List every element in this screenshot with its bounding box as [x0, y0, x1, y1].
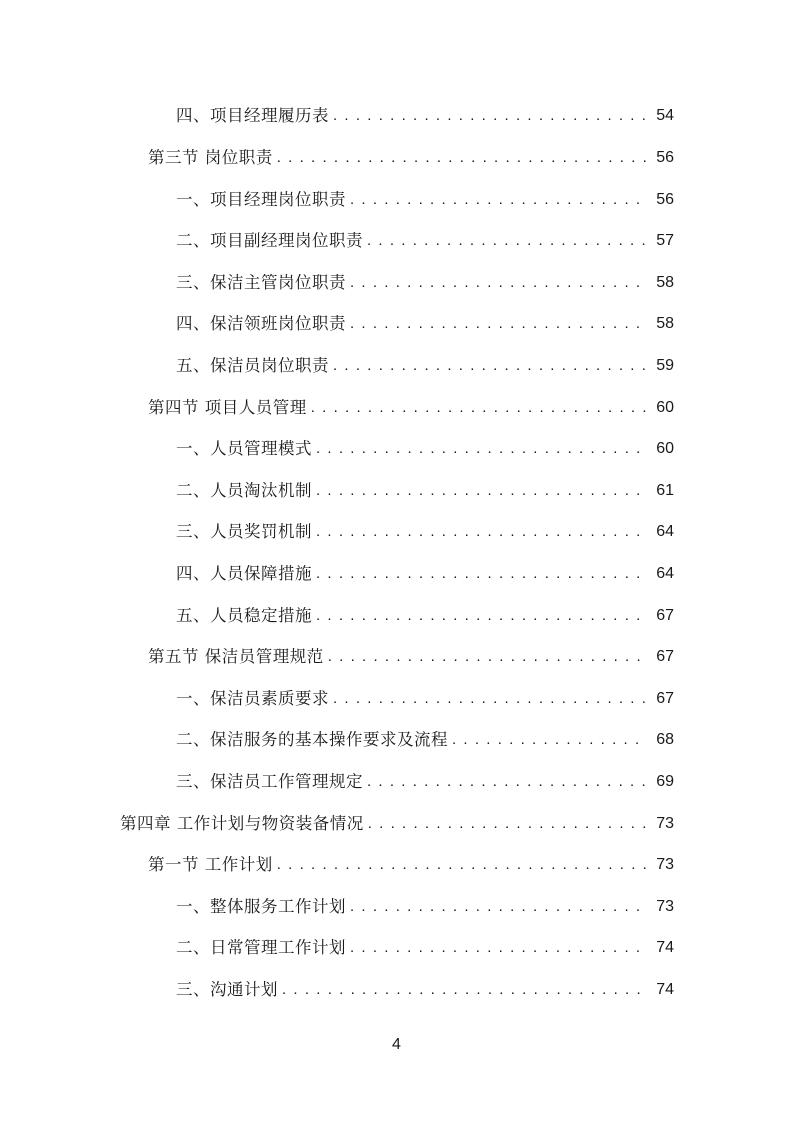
toc-entry-page: 54 — [656, 107, 674, 124]
toc-entry[interactable] — [176, 104, 674, 128]
toc-entry-title: 第四节 项目人员管理 — [148, 398, 307, 417]
toc-entry-page: 67 — [656, 690, 674, 707]
toc-entry[interactable] — [120, 812, 674, 836]
toc-dot-leader — [277, 146, 646, 170]
toc-entry-page: 73 — [656, 898, 674, 915]
toc-entry-page: 74 — [656, 981, 674, 998]
toc-entry-page: 73 — [656, 856, 674, 873]
toc-entry-page: 58 — [656, 274, 674, 291]
toc-dot-leader — [350, 271, 646, 295]
toc-entry-title: 二、项目副经理岗位职责 — [176, 231, 363, 250]
toc-dot-leader — [350, 188, 646, 212]
toc-dot-leader — [333, 354, 646, 378]
toc-dot-leader — [316, 437, 646, 461]
toc-entry-title: 第三节 岗位职责 — [148, 148, 273, 167]
toc-dot-leader — [452, 728, 646, 752]
toc-entry-page: 74 — [656, 939, 674, 956]
toc-entry[interactable] — [148, 645, 674, 669]
toc-entry[interactable] — [176, 895, 674, 919]
toc-entry-title: 一、保洁员素质要求 — [176, 689, 329, 708]
toc-entry[interactable] — [176, 770, 674, 794]
toc-entry-page: 60 — [656, 440, 674, 457]
toc-entry-page: 56 — [656, 149, 674, 166]
toc-entry[interactable] — [176, 728, 674, 752]
toc-dot-leader — [328, 645, 646, 669]
toc-entry-page: 57 — [656, 232, 674, 249]
toc-dot-leader — [316, 479, 646, 503]
toc-dot-leader — [350, 895, 646, 919]
toc-entry-title: 三、保洁主管岗位职责 — [176, 273, 346, 292]
toc-entry-page: 58 — [656, 315, 674, 332]
toc-dot-leader — [368, 812, 646, 836]
toc-dot-leader — [316, 604, 646, 628]
toc-dot-leader — [282, 978, 646, 1002]
toc-entry-page: 56 — [656, 191, 674, 208]
toc-entry-page: 67 — [656, 648, 674, 665]
toc-entry-title: 一、项目经理岗位职责 — [176, 190, 346, 209]
toc-entry-title: 四、保洁领班岗位职责 — [176, 314, 346, 333]
toc-entry-title: 五、保洁员岗位职责 — [176, 356, 329, 375]
toc-entry[interactable] — [176, 354, 674, 378]
toc-entry-title: 第五节 保洁员管理规范 — [148, 647, 324, 666]
toc-entry[interactable] — [176, 229, 674, 253]
toc-entry-page: 68 — [656, 731, 674, 748]
toc-entry[interactable] — [176, 978, 674, 1002]
toc-dot-leader — [367, 770, 646, 794]
toc-entry-title: 三、保洁员工作管理规定 — [176, 772, 363, 791]
toc-entry[interactable] — [148, 146, 674, 170]
toc-entry-title: 第四章 工作计划与物资装备情况 — [120, 814, 364, 833]
toc-entry[interactable] — [176, 687, 674, 711]
toc-dot-leader — [367, 229, 646, 253]
toc-entry[interactable] — [176, 936, 674, 960]
page-number: 4 — [392, 1036, 401, 1053]
toc-entry-title: 三、人员奖罚机制 — [176, 522, 312, 541]
toc-entry-page: 60 — [656, 399, 674, 416]
toc-entry[interactable] — [176, 188, 674, 212]
toc-entry[interactable] — [176, 271, 674, 295]
toc-entry-title: 五、人员稳定措施 — [176, 606, 312, 625]
toc-entry[interactable] — [176, 312, 674, 336]
toc-dot-leader — [333, 104, 646, 128]
toc-entry-page: 69 — [656, 773, 674, 790]
toc-entry-page: 67 — [656, 607, 674, 624]
toc-dot-leader — [277, 853, 646, 877]
toc-dot-leader — [350, 312, 646, 336]
toc-entry[interactable] — [176, 562, 674, 586]
toc-entry-page: 73 — [656, 815, 674, 832]
toc-entry[interactable] — [176, 604, 674, 628]
toc-entry[interactable] — [176, 520, 674, 544]
toc-dot-leader — [333, 687, 646, 711]
toc-entry-title: 二、日常管理工作计划 — [176, 938, 346, 957]
toc-entry-page: 61 — [656, 482, 674, 499]
toc-dot-leader — [316, 562, 646, 586]
toc-entry-title: 一、整体服务工作计划 — [176, 897, 346, 916]
toc-entry-title: 第一节 工作计划 — [148, 855, 273, 874]
toc-entry-title: 四、人员保障措施 — [176, 564, 312, 583]
toc-entry-page: 59 — [656, 357, 674, 374]
toc-dot-leader — [316, 520, 646, 544]
toc-entry[interactable] — [176, 479, 674, 503]
toc-entry-title: 二、人员淘汰机制 — [176, 481, 312, 500]
toc-entry[interactable] — [176, 437, 674, 461]
toc-dot-leader — [350, 936, 646, 960]
toc-entry-page: 64 — [656, 523, 674, 540]
toc-dot-leader — [311, 396, 646, 420]
toc-entry-title: 四、项目经理履历表 — [176, 106, 329, 125]
toc-entry-page: 64 — [656, 565, 674, 582]
toc-entry-title: 二、保洁服务的基本操作要求及流程 — [176, 730, 448, 749]
toc-entry-title: 三、沟通计划 — [176, 980, 278, 999]
toc-entry-title: 一、人员管理模式 — [176, 439, 312, 458]
toc-entry[interactable] — [148, 396, 674, 420]
toc-entry[interactable] — [148, 853, 674, 877]
